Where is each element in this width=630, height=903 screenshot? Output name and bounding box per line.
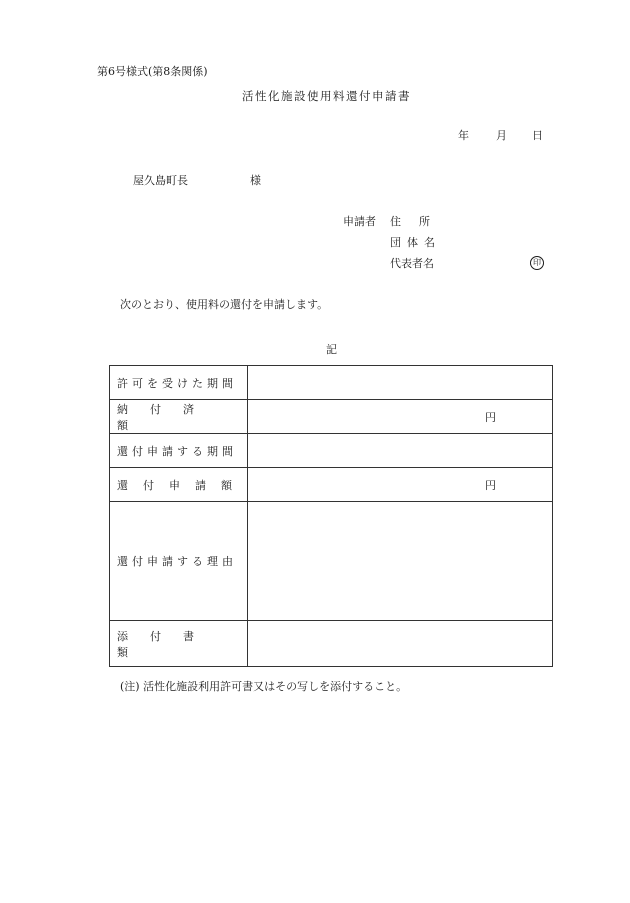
footnote: (注) 活性化施設利用許可書又はその写しを添付すること。 [120,680,408,693]
date-year-label: 年 [458,129,469,142]
table-row [110,366,553,400]
application-table [109,365,553,667]
table-row [110,621,553,667]
addressee-name: 屋久島町長 [133,174,188,187]
permitted-period-field[interactable] [248,366,553,400]
table-row [110,502,553,621]
refund-amount-field[interactable] [248,468,553,502]
date-row [458,130,548,144]
addressee-honorific: 様 [250,174,261,187]
attachments-field[interactable] [248,621,553,667]
ki-heading: 記 [326,343,337,356]
paid-amount-yen: 円 [485,410,496,424]
paid-amount-label: 納付済額 [110,400,248,434]
seal-mark: 印 [530,256,544,270]
table-row [110,434,553,468]
date-month-label: 月 [496,129,507,142]
permitted-period-label: 許可を受けた期間 [110,366,248,400]
refund-period-field[interactable] [248,434,553,468]
refund-amount-yen: 円 [485,478,496,492]
applicant-group-label: 団体名 [390,236,441,249]
form-number: 第6号様式(第8条関係) [97,65,208,78]
date-day-label: 日 [532,129,543,142]
attachments-label: 添付書類 [110,621,248,667]
table-row [110,400,553,434]
table-row [110,468,553,502]
refund-period-label: 還付申請する期間 [110,434,248,468]
refund-reason-field[interactable] [248,502,553,621]
intro-text: 次のとおり、使用料の還付を申請します。 [120,298,329,311]
refund-reason-label: 還付申請する理由 [110,502,248,621]
paid-amount-field[interactable] [248,400,553,434]
refund-amount-label: 還付申請額 [110,468,248,502]
document-title: 活性化施設使用料還付申請書 [242,89,411,103]
applicant-label: 申請者 [343,215,376,228]
applicant-representative-label: 代表者名 [390,257,434,270]
applicant-address-label: 住所 [390,215,448,228]
